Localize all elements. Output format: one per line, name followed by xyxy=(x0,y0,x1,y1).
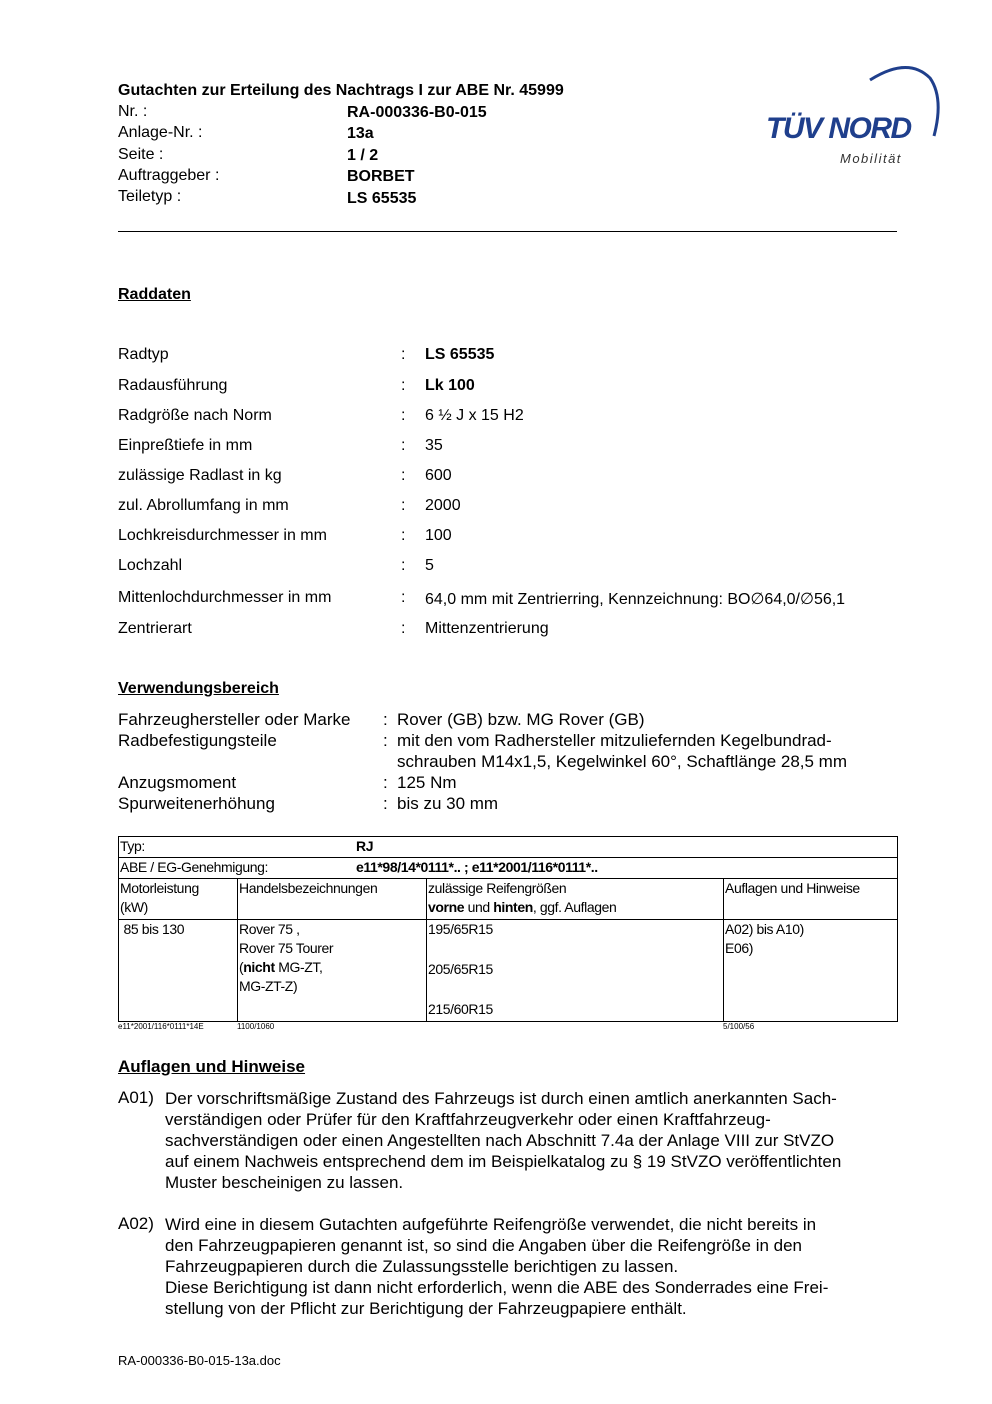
motor-cell xyxy=(119,920,237,1021)
raddaten-value: 64,0 mm mit Zentrierring, Kennzeichnung: BO∅64,0/∅56,1 xyxy=(425,591,846,608)
raddaten-label: Radgröße nach Norm xyxy=(118,407,272,424)
motor-header-line1: Motorleistung xyxy=(120,880,199,896)
header-label-auftraggeber: Auftraggeber : xyxy=(118,167,220,184)
paragraph-line: sachverständigen oder einen Angestellten nach Abschnitt 7.4a der Anlage VIII zur StVZO xyxy=(165,1131,835,1150)
typ-value: RJ xyxy=(356,838,374,854)
handel-nicht: nicht xyxy=(243,959,275,975)
col-header-auflagen xyxy=(723,879,897,919)
verwendung-value: Rover (GB) bzw. MG Rover (GB) xyxy=(397,710,645,729)
raddaten-label: Radtyp xyxy=(118,346,169,363)
handel-line: Rover 75 Tourer xyxy=(239,940,334,956)
handel-paren: ( xyxy=(239,959,244,975)
raddaten-value: 100 xyxy=(425,527,452,544)
handel-mgzt: MG-ZT, xyxy=(274,959,323,975)
raddaten-value: Lk 100 xyxy=(425,377,475,394)
handel-line: MG-ZT-Z) xyxy=(239,978,298,994)
verwendung-value: bis zu 30 mm xyxy=(397,794,499,813)
header-divider xyxy=(118,231,897,232)
raddaten-value: LS 65535 xyxy=(425,346,495,363)
motor-header-line2: (kW) xyxy=(120,899,148,915)
table-footnote-ewg: e11*2001/116*0111*14E xyxy=(118,1022,204,1031)
table-row-typ xyxy=(119,837,897,858)
header-value-auftraggeber: BORBET xyxy=(347,168,415,185)
colon: : xyxy=(401,407,406,424)
raddaten-label: Lochkreisdurchmesser in mm xyxy=(118,527,327,544)
footer-filename: RA-000336-B0-015-13a.doc xyxy=(118,1353,281,1368)
colon: : xyxy=(383,731,388,750)
colon: : xyxy=(401,527,406,544)
paragraph-line: stellung von der Pflicht zur Berichtigung der Fahrzeugpapiere enthält. xyxy=(165,1299,687,1318)
auflagen-cell xyxy=(723,920,897,1021)
handel-line: Rover 75 , xyxy=(239,921,300,937)
logo-subtitle: Mobilität xyxy=(840,151,902,166)
reifen-header-und: und xyxy=(464,899,494,915)
reifen-header-rest: , ggf. Auflagen xyxy=(532,899,617,915)
verwendung-label: Fahrzeughersteller oder Marke xyxy=(118,710,351,729)
paragraph-line: Diese Berichtigung ist dann nicht erforderlich, wenn die ABE des Sonderrades eine Frei- xyxy=(165,1278,829,1297)
table-header-row xyxy=(119,879,897,920)
raddaten-label: zulässige Radlast in kg xyxy=(118,467,282,484)
header-label-anlage: Anlage-Nr. : xyxy=(118,124,203,141)
header-value-teiletyp: LS 65535 xyxy=(347,190,417,207)
abe-value: e11*98/14*0111*.. ; e11*2001/116*0111*.. xyxy=(356,859,598,875)
paragraph-line: verständigen oder Prüfer für den Kraftfahrzeugverkehr oder einen Kraftfahrzeug- xyxy=(165,1110,771,1129)
reifen-size: 205/65R15 xyxy=(428,961,493,977)
raddaten-value: 35 xyxy=(425,437,443,454)
reifen-header-vorne: vorne xyxy=(428,899,465,915)
auflagen-ref: A02) bis A10) xyxy=(725,921,804,937)
handel-header: Handelsbezeichnungen xyxy=(239,880,378,896)
col-header-handel xyxy=(237,879,426,919)
col-header-motor xyxy=(119,879,237,919)
verwendung-value: mit den vom Radhersteller mitzuliefernden Kegelbundrad- xyxy=(397,731,832,750)
motor-value: 85 bis 130 xyxy=(120,921,185,937)
logo-brand: TÜV NORD xyxy=(766,112,911,145)
raddaten-label: zul. Abrollumfang in mm xyxy=(118,497,289,514)
raddaten-label: Zentrierart xyxy=(118,620,192,637)
header-label-seite: Seite : xyxy=(118,146,164,163)
colon: : xyxy=(401,620,406,637)
handel-cell xyxy=(237,920,426,1021)
tuev-nord-logo xyxy=(758,58,943,173)
colon: : xyxy=(401,589,406,606)
reifen-cell xyxy=(426,920,723,1021)
colon: : xyxy=(383,794,388,813)
auflage-label-a01: A01) xyxy=(118,1088,154,1107)
auflagen-ref: E06) xyxy=(725,940,753,956)
handel-line xyxy=(239,958,426,977)
paragraph-line: Fahrzeugpapieren durch die Zulassungsstelle berichtigen zu lassen. xyxy=(165,1257,679,1276)
colon: : xyxy=(383,773,388,792)
header-value-nr: RA-000336-B0-015 xyxy=(347,104,487,121)
raddaten-value: 2000 xyxy=(425,497,461,514)
raddaten-label: Radausführung xyxy=(118,377,228,394)
section-verwendungsbereich: Verwendungsbereich xyxy=(118,680,279,697)
header-value-anlage: 13a xyxy=(347,125,374,142)
section-auflagen: Auflagen und Hinweise xyxy=(118,1057,306,1076)
section-raddaten: Raddaten xyxy=(118,286,191,303)
verwendung-label: Spurweitenerhöhung xyxy=(118,794,275,813)
header-value-seite: 1 / 2 xyxy=(347,147,379,164)
colon: : xyxy=(401,557,406,574)
document-title: Gutachten zur Erteilung des Nachtrags I zur ABE Nr. 45999 xyxy=(118,82,564,99)
verwendung-value-cont: schrauben M14x1,5, Kegelwinkel 60°, Schaftlänge 28,5 mm xyxy=(397,752,848,771)
table-row xyxy=(119,920,897,1021)
table-footnote-weights: 1100/1060 xyxy=(237,1022,275,1031)
reifen-size: 195/65R15 xyxy=(428,921,493,937)
colon: : xyxy=(401,497,406,514)
reifen-header-hinten: hinten xyxy=(493,899,533,915)
reifen-header-line2 xyxy=(428,898,723,917)
auflage-label-a02: A02) xyxy=(118,1214,154,1233)
verwendung-value: 125 Nm xyxy=(397,773,457,792)
paragraph-line: den Fahrzeugpapieren genannt ist, so sind die Angaben über die Reifengröße in den xyxy=(165,1236,803,1255)
paragraph-line: Muster bescheinigen zu lassen. xyxy=(165,1173,404,1192)
paragraph-line: auf einem Nachweis entsprechend dem im Beispielkatalog zu § 19 StVZO veröffentlichten xyxy=(165,1152,842,1171)
vehicle-table xyxy=(118,836,898,1022)
table-row-abe xyxy=(119,858,897,879)
colon: : xyxy=(383,710,388,729)
colon: : xyxy=(401,467,406,484)
abe-label: ABE / EG-Genehmigung: xyxy=(120,859,269,875)
raddaten-label: Einpreßtiefe in mm xyxy=(118,437,253,454)
raddaten-label: Mittenlochdurchmesser in mm xyxy=(118,589,332,606)
raddaten-value: 600 xyxy=(425,467,452,484)
verwendung-label: Anzugsmoment xyxy=(118,773,237,792)
paragraph-line: Wird eine in diesem Gutachten aufgeführte Reifengröße verwendet, die nicht bereits in xyxy=(165,1215,817,1234)
auflage-text-a01 xyxy=(165,1088,905,1193)
verwendung-label: Radbefestigungsteile xyxy=(118,731,277,750)
raddaten-value: 6 ½ J x 15 H2 xyxy=(425,407,524,424)
colon: : xyxy=(401,437,406,454)
typ-label: Typ: xyxy=(120,838,145,854)
colon: : xyxy=(401,346,406,363)
auflage-text-a02 xyxy=(165,1214,905,1319)
reifen-size: 215/60R15 xyxy=(428,1001,493,1017)
paragraph-line: Der vorschriftsmäßige Zustand des Fahrzeugs ist durch einen amtlich anerkannten Sach- xyxy=(165,1089,837,1108)
auflagen-header: Auflagen und Hinweise xyxy=(725,880,860,896)
header-label-teiletyp: Teiletyp : xyxy=(118,188,182,205)
table-footnote-wheel: 5/100/56 xyxy=(723,1022,755,1031)
raddaten-value: Mittenzentrierung xyxy=(425,620,549,637)
raddaten-label: Lochzahl xyxy=(118,557,183,574)
raddaten-value: 5 xyxy=(425,557,434,574)
header-label-nr: Nr. : xyxy=(118,103,148,120)
reifen-header-line1: zulässige Reifengrößen xyxy=(428,880,567,896)
col-header-reifen xyxy=(426,879,723,919)
colon: : xyxy=(401,377,406,394)
